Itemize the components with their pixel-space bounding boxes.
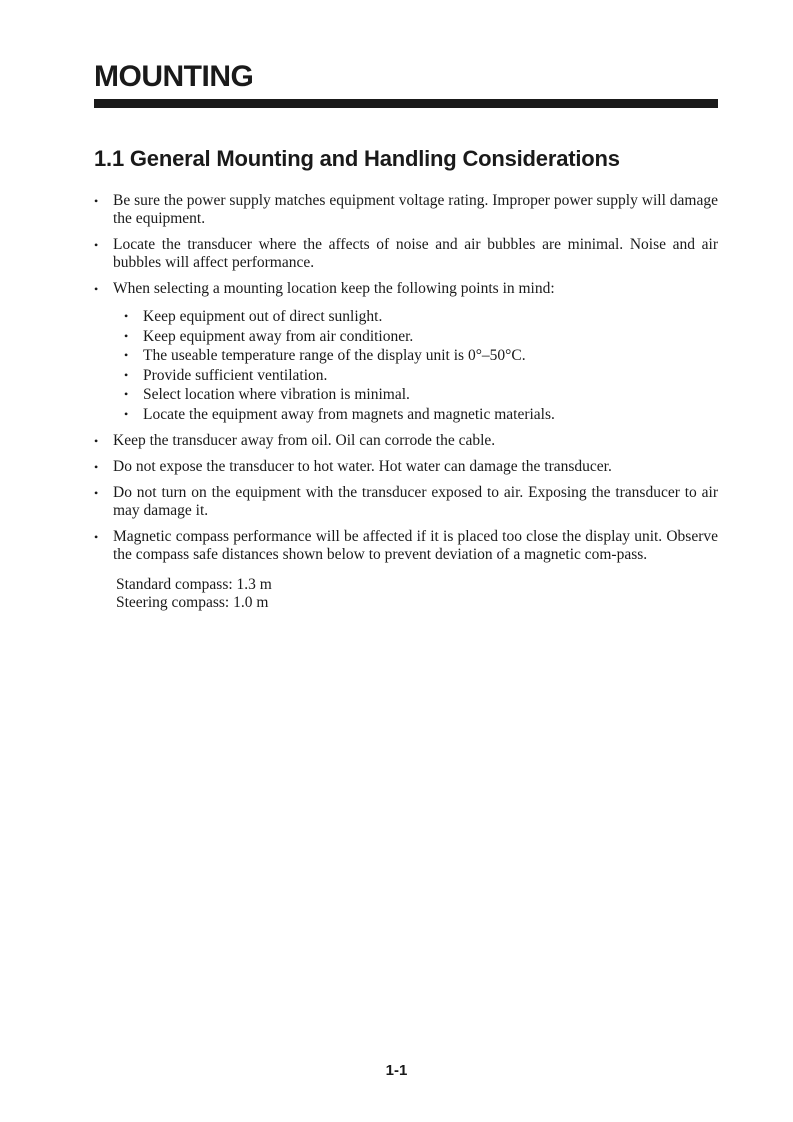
bullet-icon: • — [94, 434, 99, 448]
bullet-item — [94, 528, 718, 564]
location-point-text: Select location where vibration is minimal. — [143, 386, 410, 403]
bullet-icon: • — [94, 282, 99, 296]
location-point — [113, 405, 718, 425]
bullet-text: When selecting a mounting location keep the following points in mind: — [113, 280, 555, 297]
section-title: 1.1 General Mounting and Handling Considerations — [94, 146, 620, 171]
bullet-icon: • — [124, 328, 129, 343]
bullet-text: Magnetic compass performance will be affected if it is placed too close the display unit. Observe the compass safe distances shown below to prevent deviation of a magnetic com-pass. — [113, 528, 718, 563]
bullet-icon: • — [94, 238, 99, 252]
compass-distance: Steering compass: 1.0 m — [116, 594, 269, 611]
location-point-text: Locate the equipment away from magnets and magnetic materials. — [143, 405, 555, 423]
bullet-icon: • — [124, 367, 129, 382]
bullet-icon: • — [124, 406, 129, 421]
compass-distance: Standard compass: 1.3 m — [116, 576, 272, 593]
bullet-icon: • — [94, 460, 99, 474]
bullet-item — [94, 236, 718, 272]
bullet-text: Do not turn on the equipment with the transducer exposed to air. Exposing the transducer to air may damage it. — [113, 484, 718, 519]
bullet-text: Be sure the power supply matches equipment voltage rating. Improper power supply will damage the equipment. — [113, 192, 718, 227]
bullet-item — [94, 280, 718, 424]
bullet-icon: • — [94, 194, 99, 208]
location-point-text: Keep equipment away from air conditioner. — [143, 327, 414, 345]
bullet-item — [94, 458, 718, 476]
location-point-text: The useable temperature range of the display unit is 0°–50°C. — [143, 347, 526, 364]
bullet-icon: • — [94, 486, 99, 500]
bullet-item — [94, 484, 718, 520]
location-point — [113, 346, 718, 366]
bullet-item — [94, 432, 718, 450]
chapter-title: MOUNTING — [94, 60, 254, 93]
compass-distance-list — [94, 576, 718, 612]
bullet-text: Locate the transducer where the affects of noise and air bubbles are minimal. Noise and air bubbles will affect performance. — [113, 236, 718, 271]
bullet-text: Do not expose the transducer to hot water. Hot water can damage the transducer. — [113, 458, 612, 475]
chapter-rule — [94, 99, 718, 108]
bullet-icon: • — [124, 348, 129, 362]
location-points-list — [113, 307, 718, 424]
bullet-item — [94, 192, 718, 228]
location-point-text: Provide sufficient ventilation. — [143, 366, 328, 384]
location-point-text: Keep equipment out of direct sunlight. — [143, 308, 383, 325]
location-point — [113, 327, 718, 347]
page-number: 1-1 — [385, 1062, 408, 1079]
location-point — [113, 307, 718, 327]
bullet-icon: • — [94, 530, 99, 544]
bullet-icon: • — [124, 387, 129, 401]
section-body — [94, 192, 718, 612]
location-point — [113, 366, 718, 386]
location-point — [113, 385, 718, 405]
bullet-icon: • — [124, 309, 129, 323]
bullet-text: Keep the transducer away from oil. Oil can corrode the cable. — [113, 432, 496, 449]
